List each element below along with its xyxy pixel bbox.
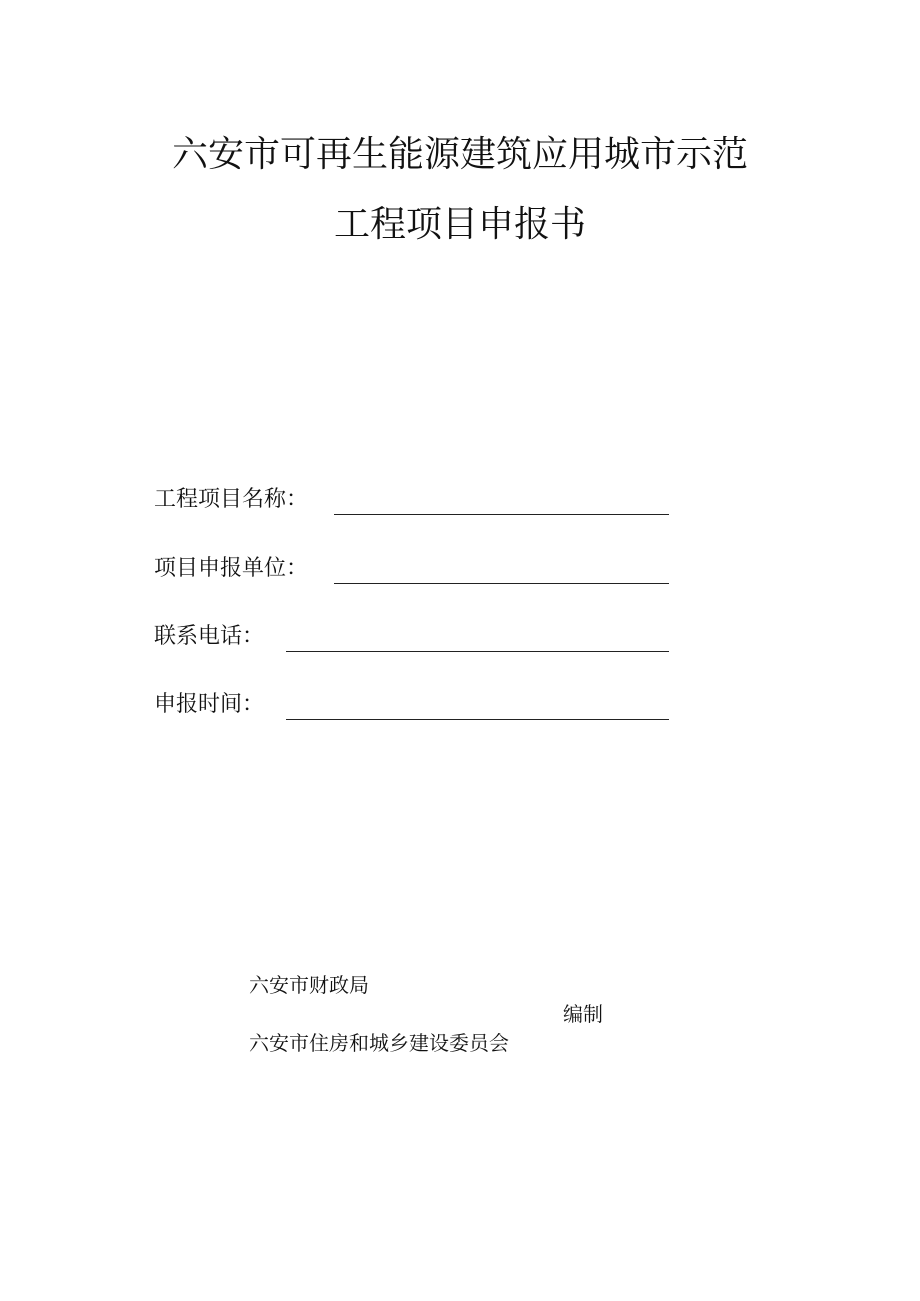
applicant-label: 项目申报单位： — [154, 556, 309, 581]
phone-blank[interactable] — [286, 651, 669, 652]
applicant-blank[interactable] — [334, 583, 669, 584]
project-name-blank[interactable] — [334, 514, 669, 515]
compiled-by-label: 编制 — [563, 1002, 603, 1026]
document-title-line-2: 工程项目申报书 — [333, 204, 586, 245]
issuer-finance-bureau: 六安市财政局 — [249, 973, 369, 997]
issuer-housing-committee: 六安市住房和城乡建设委员会 — [249, 1031, 509, 1055]
phone-label: 联系电话： — [154, 624, 265, 649]
date-label: 申报时间： — [154, 692, 265, 717]
document-title-line-1: 六安市可再生能源建筑应用城市示范 — [171, 134, 748, 175]
date-blank[interactable] — [286, 719, 669, 720]
project-name-label: 工程项目名称： — [154, 487, 309, 512]
